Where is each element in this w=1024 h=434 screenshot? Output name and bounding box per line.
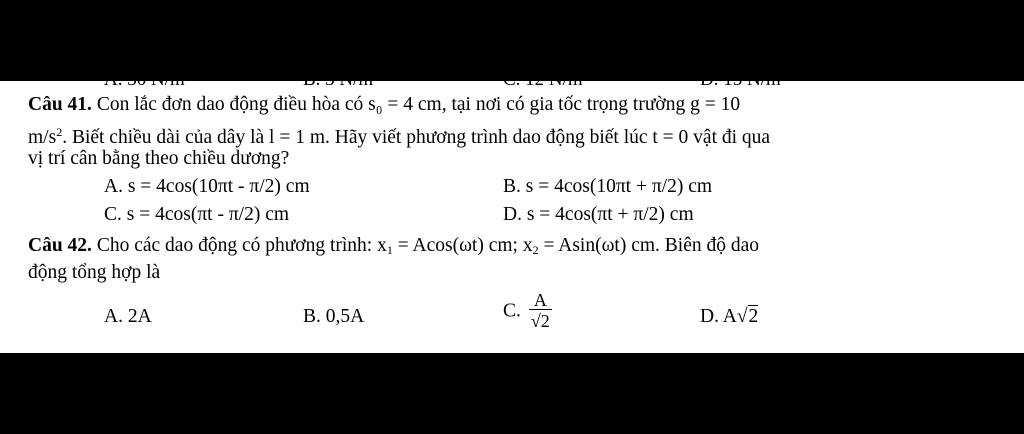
- q42-option-d-sqrt: √2: [736, 306, 759, 327]
- q42-text-1b: = Acos(ωt) cm; x: [392, 235, 533, 256]
- q41-line-3: vị trí cân bằng theo chiều dương?: [28, 148, 290, 169]
- q41-label: Câu 41.: [28, 94, 92, 115]
- cutoff-option-b: B. 3 N/m: [303, 69, 374, 90]
- q41-unit-exponent: 2: [56, 125, 63, 139]
- q42-line-2: động tổng hợp là: [28, 262, 161, 283]
- q41-line-2: [28, 120, 770, 150]
- q42-label: Câu 42.: [28, 235, 92, 256]
- q42-option-d-radicand: 2: [748, 306, 759, 327]
- q42-option-d: [700, 305, 758, 329]
- q42-option-d-label: D. A: [700, 306, 737, 327]
- q42-sub-1: 1: [386, 243, 393, 257]
- q42-text-1c: = Asin(ωt) cm. Biên độ dao: [538, 235, 760, 256]
- q42-text-1a: Cho các dao động có phương trình: x: [91, 235, 387, 256]
- q41-option-b: B. s = 4cos(10πt + π/2) cm: [503, 176, 713, 197]
- q42-option-c-denominator: √2: [530, 311, 550, 331]
- q42-option-c-numerator: A: [533, 290, 547, 310]
- cutoff-option-c: C. 12 N/m: [503, 69, 583, 90]
- q42-option-a: A. 2A: [104, 306, 152, 327]
- q41-text-1: Con lắc đơn dao động điều hòa có s₀ = 4 cm, tại nơi có gia tốc trọng trường g = 10: [91, 94, 741, 115]
- q42-line-1: [28, 234, 759, 262]
- q41-option-c: C. s = 4cos(πt - π/2) cm: [104, 204, 290, 225]
- q42-option-c-radicand: 2: [540, 311, 550, 331]
- cutoff-option-d: D. 15 N/m: [700, 69, 781, 90]
- q42-sub-2: 2: [532, 243, 539, 257]
- q41-option-a: A. s = 4cos(10πt - π/2) cm: [104, 176, 310, 197]
- q41-option-d: D. s = 4cos(πt + π/2) cm: [503, 204, 694, 225]
- q41-line-1: [28, 93, 740, 117]
- q41-text-2: . Biết chiều dài của dây là l = 1 m. Hãy viết phương trình dao động biết lúc t = 0 vật đi qua: [62, 127, 771, 148]
- q42-option-c: [503, 291, 552, 332]
- q42-option-c-label: C.: [503, 300, 521, 322]
- q42-option-c-fraction: [529, 291, 552, 332]
- cutoff-option-a: A. 30 N/m: [104, 69, 185, 90]
- q42-option-b: B. 0,5A: [303, 306, 365, 327]
- q41-unit: m/s: [28, 127, 57, 148]
- document-page: [0, 69, 1024, 353]
